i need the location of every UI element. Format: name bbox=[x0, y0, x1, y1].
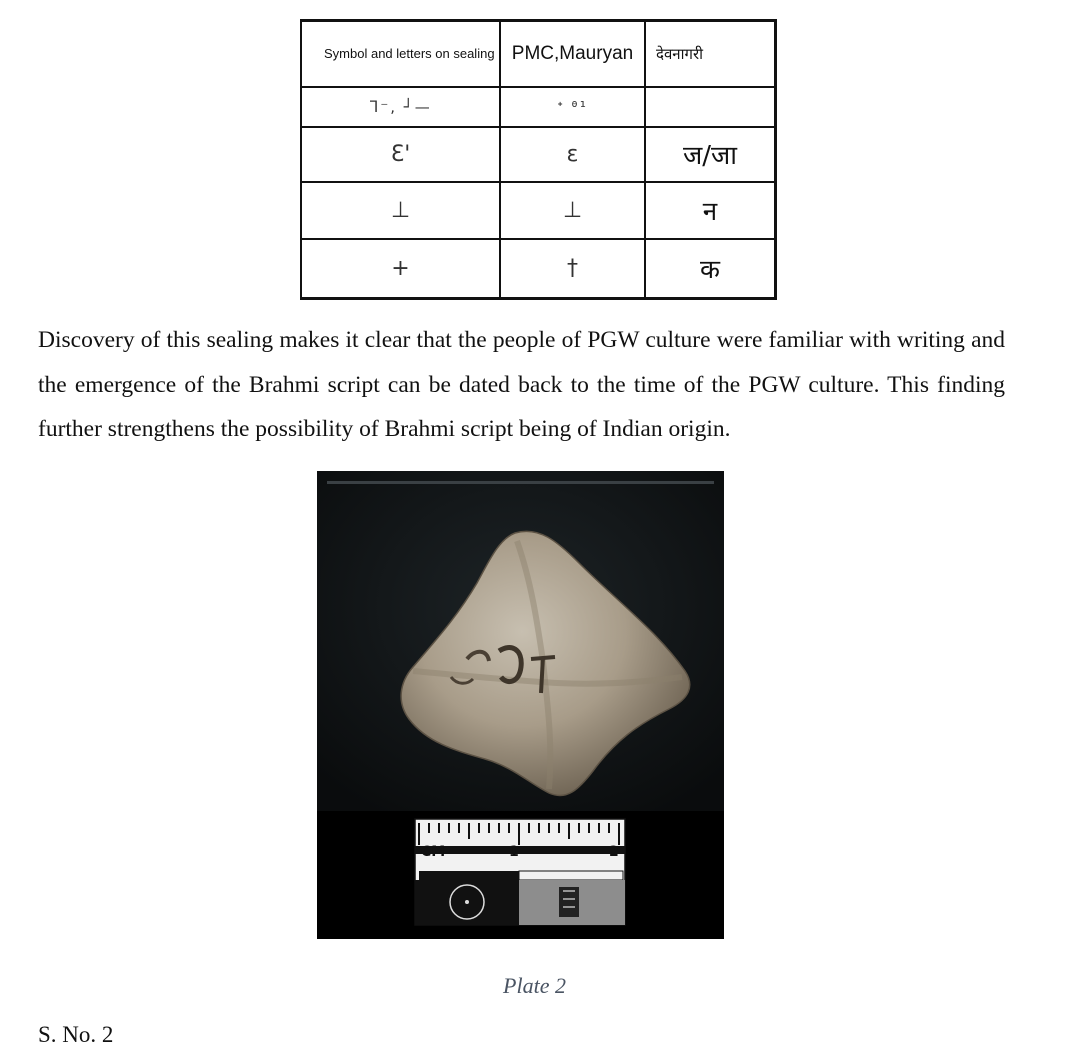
cell-pmc-symbol: ᐩ ᶿ¹ bbox=[500, 87, 645, 127]
cell-pmc-symbol: † bbox=[500, 239, 645, 299]
table-row bbox=[301, 87, 776, 127]
cell-devanagari: ज/जा bbox=[645, 127, 776, 182]
cell-sealing-symbol: + bbox=[301, 239, 500, 299]
header-sealing: Symbol and letters on sealing bbox=[301, 21, 500, 87]
cell-devanagari: क bbox=[645, 239, 776, 299]
scale-tick-2-label: 2 bbox=[609, 844, 619, 860]
cell-sealing-symbol: ⊥ bbox=[301, 182, 500, 239]
scale-unit-label: CM bbox=[421, 844, 446, 860]
scale-tick-1-label: 1 bbox=[509, 844, 519, 860]
symbol-comparison-table bbox=[300, 19, 741, 299]
sealing-photo-image bbox=[317, 471, 724, 939]
plate-caption: Plate 2 bbox=[503, 973, 566, 998]
cell-devanagari: न bbox=[645, 182, 776, 239]
header-pmc-mauryan: PMC,Mauryan bbox=[500, 21, 645, 87]
cell-devanagari bbox=[645, 87, 776, 127]
cell-pmc-symbol: ε bbox=[500, 127, 645, 182]
table-row bbox=[301, 182, 776, 239]
table-header-row bbox=[301, 21, 776, 87]
body-paragraph: Discovery of this sealing makes it clear that the people of PGW culture were familiar with writing and the emergence of the Brahmi script can be dated back to the time of the PGW culture. This finding further strengthens the possibility of Brahmi script being of Indian origin. bbox=[38, 327, 1005, 442]
table-row bbox=[301, 127, 776, 182]
sealing-photograph bbox=[317, 471, 724, 939]
header-devanagari: देवनागरी bbox=[645, 21, 776, 87]
cell-sealing-symbol: ᒣ⁻, ┘— bbox=[301, 87, 500, 127]
serial-number: S. No. 2 bbox=[38, 1022, 114, 1047]
cell-pmc-symbol: ⊥ bbox=[500, 182, 645, 239]
table-row bbox=[301, 239, 776, 299]
cell-sealing-symbol: Ɛ' bbox=[301, 127, 500, 182]
